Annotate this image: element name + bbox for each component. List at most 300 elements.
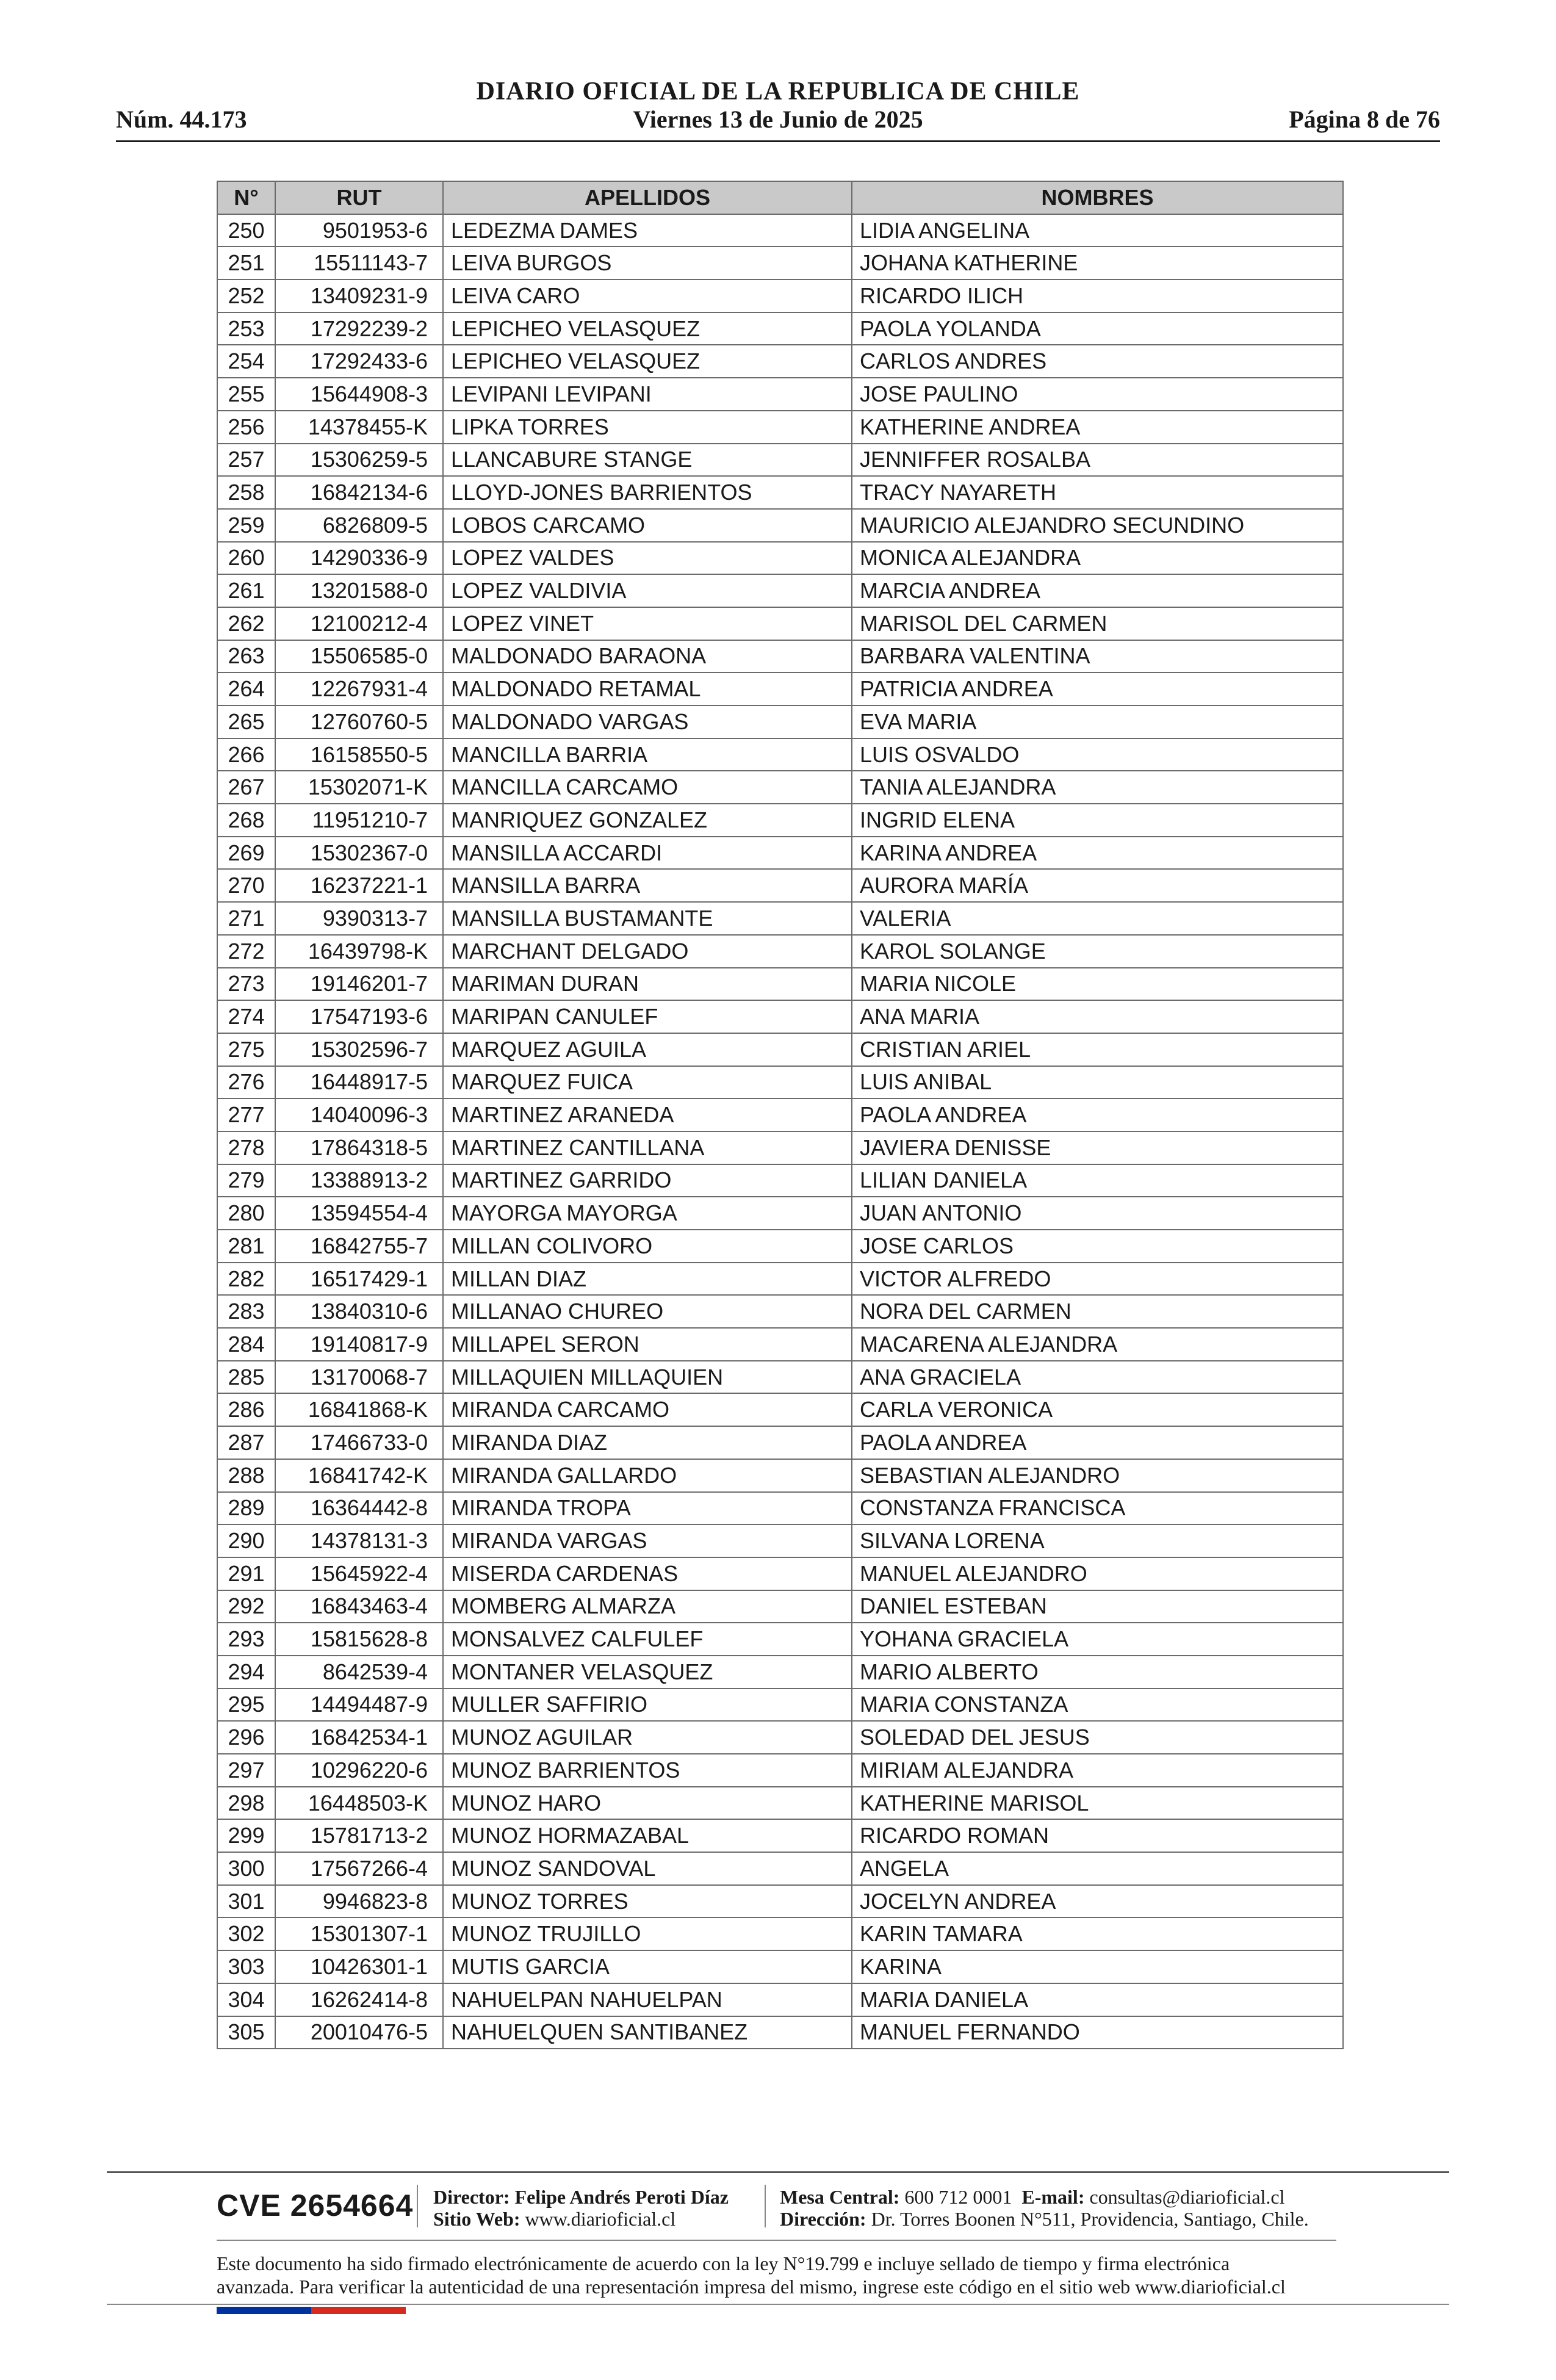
rut-cell: 17567266-4 xyxy=(275,1852,443,1885)
surnames-cell: LEVIPANI LEVIPANI xyxy=(443,378,852,411)
table-row xyxy=(217,902,1343,935)
table-row xyxy=(217,1754,1343,1787)
surnames-cell: LEPICHEO VELASQUEZ xyxy=(443,345,852,378)
row-number: 269 xyxy=(217,837,275,870)
row-number: 250 xyxy=(217,214,275,247)
surnames-cell: LEDEZMA DAMES xyxy=(443,214,852,247)
names-cell: JOHANA KATHERINE xyxy=(852,247,1343,279)
issue-date: Viernes 13 de Junio de 2025 xyxy=(633,106,923,133)
row-number: 304 xyxy=(217,1983,275,2016)
row-number: 265 xyxy=(217,705,275,738)
names-cell: KAROL SOLANGE xyxy=(852,935,1343,968)
rut-cell: 16448917-5 xyxy=(275,1066,443,1099)
row-number: 270 xyxy=(217,869,275,902)
names-cell: ANGELA xyxy=(852,1852,1343,1885)
rut-cell: 14290336-9 xyxy=(275,542,443,575)
row-number: 251 xyxy=(217,247,275,279)
table-row xyxy=(217,411,1343,444)
names-cell: JAVIERA DENISSE xyxy=(852,1131,1343,1164)
surnames-cell: MILLAN COLIVORO xyxy=(443,1230,852,1263)
names-cell: ANA MARIA xyxy=(852,1000,1343,1033)
table-row xyxy=(217,1295,1343,1328)
names-cell: EVA MARIA xyxy=(852,705,1343,738)
row-number: 305 xyxy=(217,2016,275,2049)
names-cell: JUAN ANTONIO xyxy=(852,1197,1343,1230)
table-row xyxy=(217,1524,1343,1557)
rut-cell: 15644908-3 xyxy=(275,378,443,411)
surnames-cell: MIRANDA DIAZ xyxy=(443,1426,852,1459)
surnames-cell: MARIPAN CANULEF xyxy=(443,1000,852,1033)
address-label: Dirección: xyxy=(780,2208,866,2230)
row-number: 255 xyxy=(217,378,275,411)
row-number: 284 xyxy=(217,1328,275,1361)
rut-cell: 15301307-1 xyxy=(275,1917,443,1950)
names-cell: CRISTIAN ARIEL xyxy=(852,1033,1343,1066)
row-number: 279 xyxy=(217,1164,275,1197)
names-cell: KATHERINE ANDREA xyxy=(852,411,1343,444)
names-cell: AURORA MARÍA xyxy=(852,869,1343,902)
issue-number: Núm. 44.173 xyxy=(116,106,247,133)
row-number: 258 xyxy=(217,476,275,509)
table-row xyxy=(217,1361,1343,1394)
rut-cell: 10296220-6 xyxy=(275,1754,443,1787)
footer-director-block xyxy=(433,2186,729,2230)
rut-cell: 16841868-K xyxy=(275,1393,443,1426)
table-row xyxy=(217,968,1343,1001)
surnames-cell: LIPKA TORRES xyxy=(443,411,852,444)
surnames-cell: MANSILLA BARRA xyxy=(443,869,852,902)
surnames-cell: MANCILLA CARCAMO xyxy=(443,771,852,804)
surnames-cell: MUNOZ TORRES xyxy=(443,1885,852,1918)
names-cell: KARINA xyxy=(852,1950,1343,1983)
row-number: 296 xyxy=(217,1721,275,1754)
names-cell: PAOLA YOLANDA xyxy=(852,312,1343,345)
names-cell: VICTOR ALFREDO xyxy=(852,1263,1343,1296)
names-cell: YOHANA GRACIELA xyxy=(852,1623,1343,1656)
surnames-cell: LLANCABURE STANGE xyxy=(443,444,852,477)
row-number: 252 xyxy=(217,279,275,312)
row-number: 300 xyxy=(217,1852,275,1885)
surnames-cell: MALDONADO VARGAS xyxy=(443,705,852,738)
table-row xyxy=(217,1426,1343,1459)
rut-cell: 14494487-9 xyxy=(275,1689,443,1722)
names-cell: SEBASTIAN ALEJANDRO xyxy=(852,1459,1343,1492)
names-cell: TANIA ALEJANDRA xyxy=(852,771,1343,804)
table-row xyxy=(217,935,1343,968)
surnames-cell: MULLER SAFFIRIO xyxy=(443,1689,852,1722)
names-cell: CONSTANZA FRANCISCA xyxy=(852,1492,1343,1525)
row-number: 253 xyxy=(217,312,275,345)
row-number: 267 xyxy=(217,771,275,804)
names-cell: KARIN TAMARA xyxy=(852,1917,1343,1950)
legal-line-2: avanzada. Para verificar la autenticidad de una representación impresa del mismo, ingrese este código en el sitio web www.diarioficial.cl xyxy=(217,2276,1286,2298)
surnames-cell: LOPEZ VALDIVIA xyxy=(443,574,852,607)
rut-cell: 16364442-8 xyxy=(275,1492,443,1525)
row-number: 302 xyxy=(217,1917,275,1950)
row-number: 280 xyxy=(217,1197,275,1230)
surnames-cell: LEIVA CARO xyxy=(443,279,852,312)
surnames-cell: MARTINEZ GARRIDO xyxy=(443,1164,852,1197)
table-row xyxy=(217,279,1343,312)
surnames-cell: LEIVA BURGOS xyxy=(443,247,852,279)
row-number: 266 xyxy=(217,738,275,771)
row-number: 275 xyxy=(217,1033,275,1066)
registry-table xyxy=(217,181,1344,2049)
rut-cell: 14378455-K xyxy=(275,411,443,444)
rut-cell: 13409231-9 xyxy=(275,279,443,312)
table-row xyxy=(217,673,1343,705)
table-row xyxy=(217,214,1343,247)
rut-cell: 9390313-7 xyxy=(275,902,443,935)
rut-cell: 16841742-K xyxy=(275,1459,443,1492)
names-cell: RICARDO ILICH xyxy=(852,279,1343,312)
surnames-cell: MUTIS GARCIA xyxy=(443,1950,852,1983)
surnames-cell: MOMBERG ALMARZA xyxy=(443,1590,852,1623)
table-row xyxy=(217,1098,1343,1131)
row-number: 301 xyxy=(217,1885,275,1918)
row-number: 283 xyxy=(217,1295,275,1328)
surnames-cell: LOPEZ VALDES xyxy=(443,542,852,575)
rut-cell: 15302596-7 xyxy=(275,1033,443,1066)
rut-cell: 16448503-K xyxy=(275,1787,443,1820)
names-cell: CARLA VERONICA xyxy=(852,1393,1343,1426)
surnames-cell: MAYORGA MAYORGA xyxy=(443,1197,852,1230)
row-number: 262 xyxy=(217,607,275,640)
row-number: 281 xyxy=(217,1230,275,1263)
row-number: 272 xyxy=(217,935,275,968)
table-row xyxy=(217,1656,1343,1689)
row-number: 254 xyxy=(217,345,275,378)
rut-cell: 13201588-0 xyxy=(275,574,443,607)
table-body xyxy=(217,214,1343,2049)
surnames-cell: MARQUEZ AGUILA xyxy=(443,1033,852,1066)
table-row xyxy=(217,1787,1343,1820)
names-cell: MARIA CONSTANZA xyxy=(852,1689,1343,1722)
surnames-cell: MILLANAO CHUREO xyxy=(443,1295,852,1328)
table-row xyxy=(217,607,1343,640)
table-row xyxy=(217,771,1343,804)
surnames-cell: LOBOS CARCAMO xyxy=(443,509,852,542)
table-row xyxy=(217,1393,1343,1426)
rut-cell: 17547193-6 xyxy=(275,1000,443,1033)
footer-divider-top xyxy=(107,2171,1449,2173)
surnames-cell: MANSILLA ACCARDI xyxy=(443,837,852,870)
table-row xyxy=(217,1459,1343,1492)
names-cell: PAOLA ANDREA xyxy=(852,1098,1343,1131)
surnames-cell: MANCILLA BARRIA xyxy=(443,738,852,771)
row-number: 257 xyxy=(217,444,275,477)
names-cell: KARINA ANDREA xyxy=(852,837,1343,870)
rut-cell: 14378131-3 xyxy=(275,1524,443,1557)
row-number: 290 xyxy=(217,1524,275,1557)
surnames-cell: MARTINEZ ARANEDA xyxy=(443,1098,852,1131)
flag-stripe-blue xyxy=(217,2307,311,2314)
rut-cell: 16842134-6 xyxy=(275,476,443,509)
website-link[interactable]: www.diarioficial.cl xyxy=(525,2208,676,2230)
surnames-cell: NAHUELPAN NAHUELPAN xyxy=(443,1983,852,2016)
row-number: 278 xyxy=(217,1131,275,1164)
rut-cell: 13170068-7 xyxy=(275,1361,443,1394)
names-cell: SILVANA LORENA xyxy=(852,1524,1343,1557)
row-number: 256 xyxy=(217,411,275,444)
names-cell: INGRID ELENA xyxy=(852,804,1343,837)
rut-cell: 15506585-0 xyxy=(275,640,443,673)
names-cell: JOSE CARLOS xyxy=(852,1230,1343,1263)
rut-cell: 9501953-6 xyxy=(275,214,443,247)
surnames-cell: MILLAN DIAZ xyxy=(443,1263,852,1296)
surnames-cell: MONTANER VELASQUEZ xyxy=(443,1656,852,1689)
names-cell: JOCELYN ANDREA xyxy=(852,1885,1343,1918)
names-cell: KATHERINE MARISOL xyxy=(852,1787,1343,1820)
row-number: 263 xyxy=(217,640,275,673)
phone-number: 600 712 0001 xyxy=(904,2186,1012,2208)
names-cell: SOLEDAD DEL JESUS xyxy=(852,1721,1343,1754)
surnames-cell: MUNOZ HORMAZABAL xyxy=(443,1819,852,1852)
surnames-cell: MANRIQUEZ GONZALEZ xyxy=(443,804,852,837)
rut-cell: 16439798-K xyxy=(275,935,443,968)
rut-cell: 13594554-4 xyxy=(275,1197,443,1230)
page-header xyxy=(116,73,1440,142)
surnames-cell: MARIMAN DURAN xyxy=(443,968,852,1001)
table-row xyxy=(217,1492,1343,1525)
names-cell: MARCIA ANDREA xyxy=(852,574,1343,607)
rut-cell: 19146201-7 xyxy=(275,968,443,1001)
row-number: 274 xyxy=(217,1000,275,1033)
rut-cell: 14040096-3 xyxy=(275,1098,443,1131)
rut-cell: 17292239-2 xyxy=(275,312,443,345)
row-number: 299 xyxy=(217,1819,275,1852)
table-row xyxy=(217,1721,1343,1754)
table-row xyxy=(217,869,1343,902)
rut-cell: 16842755-7 xyxy=(275,1230,443,1263)
rut-cell: 16842534-1 xyxy=(275,1721,443,1754)
rut-cell: 6826809-5 xyxy=(275,509,443,542)
row-number: 282 xyxy=(217,1263,275,1296)
legal-line-1: Este documento ha sido firmado electrónicamente de acuerdo con la ley N°19.799 e incluye sellado de tiempo y firma electrónica xyxy=(217,2252,1230,2274)
surnames-cell: MALDONADO BARAONA xyxy=(443,640,852,673)
rut-cell: 16517429-1 xyxy=(275,1263,443,1296)
rut-cell: 16237221-1 xyxy=(275,869,443,902)
email-link[interactable]: consultas@diarioficial.cl xyxy=(1089,2186,1285,2208)
surnames-cell: MIRANDA GALLARDO xyxy=(443,1459,852,1492)
table-row xyxy=(217,837,1343,870)
table-row xyxy=(217,1885,1343,1918)
row-number: 277 xyxy=(217,1098,275,1131)
table-row xyxy=(217,1328,1343,1361)
row-number: 286 xyxy=(217,1393,275,1426)
director-label: Director: xyxy=(433,2186,510,2208)
table-row xyxy=(217,444,1343,477)
names-cell: MIRIAM ALEJANDRA xyxy=(852,1754,1343,1787)
surnames-cell: MALDONADO RETAMAL xyxy=(443,673,852,705)
footer-divider-bottom xyxy=(107,2304,1449,2305)
surnames-cell: MILLAPEL SERON xyxy=(443,1328,852,1361)
table-header-row xyxy=(217,181,1343,214)
table-row xyxy=(217,312,1343,345)
row-number: 289 xyxy=(217,1492,275,1525)
rut-cell: 11951210-7 xyxy=(275,804,443,837)
names-cell: MANUEL FERNANDO xyxy=(852,2016,1343,2049)
column-header-rut: RUT xyxy=(275,181,443,214)
table-row xyxy=(217,1557,1343,1590)
header-divider xyxy=(116,140,1440,142)
rut-cell: 9946823-8 xyxy=(275,1885,443,1918)
surnames-cell: MARTINEZ CANTILLANA xyxy=(443,1131,852,1164)
row-number: 261 xyxy=(217,574,275,607)
legal-notice xyxy=(217,2252,1345,2298)
names-cell: LUIS OSVALDO xyxy=(852,738,1343,771)
table-row xyxy=(217,1263,1343,1296)
row-number: 295 xyxy=(217,1689,275,1722)
row-number: 297 xyxy=(217,1754,275,1787)
row-number: 276 xyxy=(217,1066,275,1099)
rut-cell: 13840310-6 xyxy=(275,1295,443,1328)
row-number: 298 xyxy=(217,1787,275,1820)
table-row xyxy=(217,345,1343,378)
table-row xyxy=(217,1819,1343,1852)
surnames-cell: MONSALVEZ CALFULEF xyxy=(443,1623,852,1656)
names-cell: JENNIFFER ROSALBA xyxy=(852,444,1343,477)
surnames-cell: MUNOZ BARRIENTOS xyxy=(443,1754,852,1787)
names-cell: MARIA DANIELA xyxy=(852,1983,1343,2016)
names-cell: BARBARA VALENTINA xyxy=(852,640,1343,673)
table-row xyxy=(217,1852,1343,1885)
row-number: 288 xyxy=(217,1459,275,1492)
rut-cell: 20010476-5 xyxy=(275,2016,443,2049)
row-number: 285 xyxy=(217,1361,275,1394)
names-cell: LILIAN DANIELA xyxy=(852,1164,1343,1197)
table-row xyxy=(217,1197,1343,1230)
surnames-cell: MILLAQUIEN MILLAQUIEN xyxy=(443,1361,852,1394)
row-number: 268 xyxy=(217,804,275,837)
page-number: Página 8 de 76 xyxy=(1289,106,1440,133)
names-cell: MONICA ALEJANDRA xyxy=(852,542,1343,575)
surnames-cell: MIRANDA CARCAMO xyxy=(443,1393,852,1426)
table-row xyxy=(217,247,1343,279)
rut-cell: 16843463-4 xyxy=(275,1590,443,1623)
rut-cell: 15781713-2 xyxy=(275,1819,443,1852)
table-row xyxy=(217,804,1343,837)
rut-cell: 8642539-4 xyxy=(275,1656,443,1689)
footer-separator xyxy=(417,2185,418,2227)
names-cell: MAURICIO ALEJANDRO SECUNDINO xyxy=(852,509,1343,542)
row-number: 273 xyxy=(217,968,275,1001)
surnames-cell: MARQUEZ FUICA xyxy=(443,1066,852,1099)
email-label: E-mail: xyxy=(1021,2186,1085,2208)
names-cell: PAOLA ANDREA xyxy=(852,1426,1343,1459)
names-cell: PATRICIA ANDREA xyxy=(852,673,1343,705)
row-number: 293 xyxy=(217,1623,275,1656)
table-row xyxy=(217,1164,1343,1197)
row-number: 303 xyxy=(217,1950,275,1983)
rut-cell: 15302071-K xyxy=(275,771,443,804)
rut-cell: 12100212-4 xyxy=(275,607,443,640)
flag-stripe-red xyxy=(311,2307,406,2314)
names-cell: MARIA NICOLE xyxy=(852,968,1343,1001)
rut-cell: 16262414-8 xyxy=(275,1983,443,2016)
surnames-cell: MUNOZ SANDOVAL xyxy=(443,1852,852,1885)
table-row xyxy=(217,1950,1343,1983)
table-row xyxy=(217,1689,1343,1722)
footer-divider-middle xyxy=(217,2240,1336,2241)
row-number: 292 xyxy=(217,1590,275,1623)
names-cell: MANUEL ALEJANDRO xyxy=(852,1557,1343,1590)
table-row xyxy=(217,1917,1343,1950)
names-cell: MARIO ALBERTO xyxy=(852,1656,1343,1689)
surnames-cell: MUNOZ TRUJILLO xyxy=(443,1917,852,1950)
table-row xyxy=(217,476,1343,509)
names-cell: DANIEL ESTEBAN xyxy=(852,1590,1343,1623)
table-row xyxy=(217,1033,1343,1066)
address-text: Dr. Torres Boonen N°511, Providencia, Santiago, Chile. xyxy=(871,2208,1309,2230)
names-cell: RICARDO ROMAN xyxy=(852,1819,1343,1852)
surnames-cell: MARCHANT DELGADO xyxy=(443,935,852,968)
names-cell: ANA GRACIELA xyxy=(852,1361,1343,1394)
surnames-cell: NAHUELQUEN SANTIBANEZ xyxy=(443,2016,852,2049)
column-header-number: N° xyxy=(217,181,275,214)
table-row xyxy=(217,705,1343,738)
table-row xyxy=(217,1230,1343,1263)
surnames-cell: LLOYD-JONES BARRIENTOS xyxy=(443,476,852,509)
surnames-cell: MIRANDA TROPA xyxy=(443,1492,852,1525)
surnames-cell: MANSILLA BUSTAMANTE xyxy=(443,902,852,935)
names-cell: VALERIA xyxy=(852,902,1343,935)
table-row xyxy=(217,509,1343,542)
table-row xyxy=(217,1131,1343,1164)
row-number: 271 xyxy=(217,902,275,935)
table-row xyxy=(217,738,1343,771)
table-row xyxy=(217,1590,1343,1623)
rut-cell: 12760760-5 xyxy=(275,705,443,738)
table-row xyxy=(217,574,1343,607)
footer-contact-block xyxy=(780,2186,1309,2230)
row-number: 264 xyxy=(217,673,275,705)
cve-code: CVE 2654664 xyxy=(217,2188,414,2223)
table-row xyxy=(217,1623,1343,1656)
column-header-surnames: APELLIDOS xyxy=(443,181,852,214)
rut-cell: 10426301-1 xyxy=(275,1950,443,1983)
rut-cell: 12267931-4 xyxy=(275,673,443,705)
rut-cell: 17864318-5 xyxy=(275,1131,443,1164)
table-row xyxy=(217,2016,1343,2049)
publication-title: DIARIO OFICIAL DE LA REPUBLICA DE CHILE xyxy=(476,78,1080,106)
surnames-cell: MUNOZ HARO xyxy=(443,1787,852,1820)
rut-cell: 15302367-0 xyxy=(275,837,443,870)
rut-cell: 16158550-5 xyxy=(275,738,443,771)
rut-cell: 19140817-9 xyxy=(275,1328,443,1361)
table-row xyxy=(217,1983,1343,2016)
surnames-cell: LOPEZ VINET xyxy=(443,607,852,640)
names-cell: MARISOL DEL CARMEN xyxy=(852,607,1343,640)
rut-cell: 15511143-7 xyxy=(275,247,443,279)
rut-cell: 17292433-6 xyxy=(275,345,443,378)
row-number: 291 xyxy=(217,1557,275,1590)
names-cell: JOSE PAULINO xyxy=(852,378,1343,411)
rut-cell: 15306259-5 xyxy=(275,444,443,477)
names-cell: NORA DEL CARMEN xyxy=(852,1295,1343,1328)
names-cell: TRACY NAYARETH xyxy=(852,476,1343,509)
table-row xyxy=(217,1000,1343,1033)
surnames-cell: LEPICHEO VELASQUEZ xyxy=(443,312,852,345)
table-row xyxy=(217,640,1343,673)
rut-cell: 17466733-0 xyxy=(275,1426,443,1459)
director-name: Felipe Andrés Peroti Díaz xyxy=(514,2186,729,2208)
rut-cell: 15645922-4 xyxy=(275,1557,443,1590)
surnames-cell: MUNOZ AGUILAR xyxy=(443,1721,852,1754)
row-number: 259 xyxy=(217,509,275,542)
surnames-cell: MISERDA CARDENAS xyxy=(443,1557,852,1590)
row-number: 294 xyxy=(217,1656,275,1689)
